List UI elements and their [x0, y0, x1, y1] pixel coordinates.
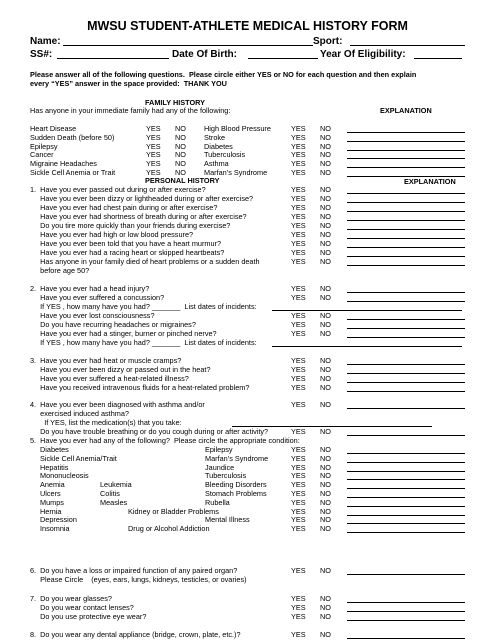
family-condition-label: Sudden Death (before 50) [30, 132, 115, 142]
explanation-line[interactable] [347, 523, 465, 524]
yes-option[interactable]: YES [291, 311, 306, 320]
yes-option[interactable]: YES [291, 124, 306, 133]
no-option[interactable]: NO [320, 603, 331, 612]
question-text: Do you wear contact lenses? [30, 603, 134, 612]
question-text: Do you use protective eye wear? [30, 612, 147, 621]
explanation-line[interactable] [347, 611, 465, 612]
explanation-line[interactable] [347, 462, 465, 463]
yes-option[interactable]: YES [291, 515, 306, 525]
year-label: Year Of Eligibility: [320, 49, 406, 60]
explanation-line[interactable] [347, 497, 465, 498]
yes-option[interactable]: YES [291, 168, 306, 177]
explanation-line[interactable] [347, 364, 465, 365]
explanation-line[interactable] [347, 532, 465, 533]
explanation-line[interactable] [347, 574, 465, 575]
condition-label: Anemia [40, 480, 65, 490]
question-text: 3. Have you ever had heat or muscle cramps? [30, 356, 182, 365]
family-explanation-label: EXPLANATION [380, 106, 432, 115]
instructions-line-2: every “YES” answer in the space provided: THANK YOU [30, 79, 227, 88]
no-option[interactable]: NO [320, 203, 331, 212]
question-text: 6. Do you have a loss or impaired function of any paired organ? [30, 566, 238, 575]
sport-field[interactable] [350, 45, 465, 46]
question-text: If YES , how many have you had? _______ List dates of incidents: [30, 338, 257, 347]
condition-label: Depression [40, 515, 77, 525]
no-option[interactable]: NO [175, 124, 186, 133]
yes-option[interactable]: YES [291, 356, 306, 365]
no-option[interactable]: NO [320, 365, 331, 374]
explanation-line[interactable] [347, 292, 465, 293]
dob-label: Date Of Birth: [172, 49, 237, 60]
explanation-line[interactable] [347, 141, 465, 142]
yes-option[interactable]: YES [291, 141, 306, 151]
no-option[interactable]: NO [320, 284, 331, 293]
yes-option[interactable]: YES [146, 150, 161, 160]
personal-history-heading: PERSONAL HISTORY [145, 176, 220, 185]
no-option[interactable]: NO [320, 489, 331, 498]
yes-option[interactable]: YES [291, 445, 306, 454]
yes-option[interactable]: YES [291, 594, 306, 603]
question-text: 2. Have you ever had a head injury? [30, 284, 150, 293]
explanation-line[interactable] [347, 435, 465, 436]
no-option[interactable]: NO [320, 311, 331, 320]
explanation-line[interactable] [347, 638, 465, 639]
explanation-line[interactable] [347, 229, 465, 230]
yes-option[interactable]: YES [291, 221, 306, 230]
no-option[interactable]: NO [320, 445, 331, 454]
year-field[interactable] [414, 58, 462, 59]
condition-label: Measles [100, 497, 128, 507]
explanation-line[interactable] [347, 515, 465, 516]
question-text: Have you received intravenous fluids for a heat-related problem? [30, 383, 250, 392]
explanation-line[interactable] [347, 479, 465, 480]
condition-label: Tuberculosis [205, 471, 247, 481]
explanation-line[interactable] [347, 238, 465, 239]
condition-label: Ulcers [40, 489, 61, 498]
question-text: If YES , how many have you had? _______ List dates of incidents: [30, 302, 257, 311]
question-text: 5. Have you ever had any of the following? Please circle the appropriate condition: [30, 436, 300, 445]
family-condition-label: Cancer [30, 150, 54, 160]
yes-option[interactable]: YES [291, 194, 306, 203]
explanation-line[interactable] [347, 193, 465, 194]
condition-label: Stomach Problems [205, 489, 267, 498]
no-option[interactable]: NO [320, 524, 331, 534]
explanation-line[interactable] [347, 373, 465, 374]
no-option[interactable]: NO [320, 374, 331, 383]
question-text: Have you ever had a racing heart or skipped heartbeats? [30, 248, 225, 257]
family-condition-label: Tuberculosis [204, 150, 246, 160]
condition-label: Jaundice [205, 462, 235, 472]
no-option[interactable]: NO [320, 194, 331, 203]
ss-label: SS#: [30, 49, 53, 60]
condition-label: Marfan’s Syndrome [205, 453, 269, 463]
yes-option[interactable]: YES [146, 141, 161, 151]
no-option[interactable]: NO [175, 150, 186, 160]
name-label: Name: [30, 36, 61, 47]
condition-label: Leukemia [100, 480, 132, 490]
no-option[interactable]: NO [320, 329, 331, 338]
no-option[interactable]: NO [320, 239, 331, 248]
condition-label: Epilepsy [205, 445, 233, 454]
condition-label: Hernia [40, 506, 62, 516]
yes-option[interactable]: YES [291, 257, 306, 266]
explanation-line[interactable] [347, 247, 465, 248]
no-option[interactable]: NO [320, 480, 331, 490]
name-field[interactable] [63, 45, 313, 46]
question-text: Have you ever been dizzy or passed out in the heat? [30, 365, 211, 374]
yes-option[interactable]: YES [291, 603, 306, 612]
incident-dates-line[interactable] [272, 346, 462, 347]
yes-option[interactable]: YES [291, 480, 306, 490]
question-text: 8. Do you wear any dental appliance (bridge, crown, plate, etc.)? [30, 630, 241, 639]
condition-label: Diabetes [40, 445, 69, 454]
explanation-line[interactable] [347, 471, 465, 472]
family-condition-label: Migraine Headaches [30, 159, 97, 169]
no-option[interactable]: NO [320, 630, 331, 639]
explanation-line[interactable] [347, 211, 465, 212]
condition-label: Mental Illness [205, 515, 250, 525]
condition-label: Insomnia [40, 524, 70, 534]
ss-field[interactable] [57, 58, 169, 59]
no-option[interactable]: NO [320, 515, 331, 525]
form-title: MWSU STUDENT-ATHLETE MEDICAL HISTORY FORM [87, 19, 408, 33]
no-option[interactable]: NO [320, 471, 331, 481]
question-text: Have you ever suffered a concussion? [30, 293, 165, 302]
explanation-line[interactable] [347, 167, 465, 168]
no-option[interactable]: NO [320, 150, 331, 160]
yes-option[interactable]: YES [291, 566, 306, 575]
no-option[interactable]: NO [320, 185, 331, 194]
question-text: exercised induced asthma? [30, 409, 129, 418]
question-text: 4. Have you ever been diagnosed with asthma and/or [30, 400, 205, 409]
explanation-line[interactable] [347, 150, 465, 151]
family-history-intro: Has anyone in your immediate family had any of the following: [30, 106, 231, 115]
question-text: Have you ever suffered a heat-related illness? [30, 374, 189, 383]
yes-option[interactable]: YES [291, 239, 306, 248]
no-option[interactable]: NO [320, 427, 331, 436]
no-option[interactable]: NO [320, 168, 331, 177]
question-text: Have you ever had shortness of breath during or after exercise? [30, 212, 247, 221]
explanation-line[interactable] [347, 620, 465, 621]
question-text: Do you have trouble breathing or do you cough during or after activity? [30, 427, 269, 436]
no-option[interactable]: NO [320, 320, 331, 329]
question-text: Have you ever had high or low blood pressure? [30, 230, 194, 239]
explanation-line[interactable] [347, 220, 465, 221]
explanation-line[interactable] [347, 488, 465, 489]
condition-label: Mumps [40, 497, 64, 507]
no-option[interactable]: NO [320, 221, 331, 230]
explanation-line[interactable] [347, 202, 465, 203]
yes-option[interactable]: YES [291, 329, 306, 338]
question-text: If YES, list the medication(s) that you take: [30, 418, 182, 427]
no-option[interactable]: NO [320, 159, 331, 169]
explanation-line[interactable] [347, 408, 465, 409]
no-option[interactable]: NO [320, 293, 331, 302]
no-option[interactable]: NO [320, 497, 331, 507]
family-condition-label: Marfan’s Syndrome [204, 168, 268, 177]
family-condition-label: Asthma [204, 159, 229, 169]
yes-option[interactable]: YES [146, 132, 161, 142]
family-condition-label: Stroke [204, 132, 226, 142]
question-text: 7. Do you wear glasses? [30, 594, 112, 603]
yes-option[interactable]: YES [291, 612, 306, 621]
family-condition-label: Heart Disease [30, 124, 77, 133]
condition-label: Hepatitis [40, 462, 69, 472]
explanation-line[interactable] [347, 319, 465, 320]
yes-option[interactable]: YES [291, 159, 306, 169]
yes-option[interactable]: YES [291, 400, 306, 409]
explanation-line[interactable] [347, 256, 465, 257]
yes-option[interactable]: YES [291, 462, 306, 472]
yes-option[interactable]: YES [291, 320, 306, 329]
yes-option[interactable]: YES [291, 506, 306, 516]
no-option[interactable]: NO [320, 383, 331, 392]
yes-option[interactable]: YES [146, 124, 161, 133]
explanation-line[interactable] [347, 132, 465, 133]
family-condition-label: High Blood Pressure [204, 124, 271, 133]
no-option[interactable]: NO [175, 159, 186, 169]
no-option[interactable]: NO [320, 462, 331, 472]
no-option[interactable]: NO [320, 212, 331, 221]
explanation-line[interactable] [347, 158, 465, 159]
instructions-line-1: Please answer all of the following questions. Please circle either YES or NO for each question and then explain [30, 70, 417, 79]
family-condition-label: Epilepsy [30, 141, 58, 151]
no-option[interactable]: NO [320, 506, 331, 516]
family-condition-label: Sickle Cell Anemia or Trait [30, 168, 116, 177]
no-option[interactable]: NO [320, 356, 331, 365]
yes-option[interactable]: YES [291, 453, 306, 463]
condition-label: Sickle Cell Anemia/Trait [40, 453, 117, 463]
condition-label: Mononucleosis [40, 471, 89, 481]
yes-option[interactable]: YES [291, 427, 306, 436]
no-option[interactable]: NO [320, 124, 331, 133]
no-option[interactable]: NO [320, 257, 331, 266]
no-option[interactable]: NO [320, 230, 331, 239]
yes-option[interactable]: YES [291, 212, 306, 221]
question-text: Do you tire more quickly than your friends during exercise? [30, 221, 231, 230]
yes-option[interactable]: YES [291, 203, 306, 212]
no-option[interactable]: NO [175, 132, 186, 142]
condition-label: Kidney or Bladder Problems [128, 506, 219, 516]
no-option[interactable]: NO [320, 400, 331, 409]
explanation-line[interactable] [347, 328, 465, 329]
yes-option[interactable]: YES [291, 497, 306, 507]
no-option[interactable]: NO [175, 168, 186, 177]
question-text: Have you ever had chest pain during or after exercise? [30, 203, 218, 212]
no-option[interactable]: NO [320, 612, 331, 621]
question-text: Do you have recurring headaches or migraines? [30, 320, 196, 329]
explanation-line[interactable] [347, 265, 465, 266]
no-option[interactable]: NO [320, 132, 331, 142]
yes-option[interactable]: YES [291, 365, 306, 374]
explanation-line[interactable] [347, 301, 465, 302]
explanation-line[interactable] [347, 506, 465, 507]
yes-option[interactable]: YES [291, 489, 306, 498]
dob-field[interactable] [248, 58, 318, 59]
condition-label: Colitis [100, 489, 120, 498]
no-option[interactable]: NO [320, 594, 331, 603]
yes-option[interactable]: YES [291, 185, 306, 194]
family-condition-label: Diabetes [204, 141, 233, 151]
sport-label: Sport: [313, 36, 343, 47]
yes-option[interactable]: YES [146, 168, 161, 177]
explanation-line[interactable] [347, 337, 465, 338]
yes-option[interactable]: YES [291, 374, 306, 383]
no-option[interactable]: NO [320, 453, 331, 463]
yes-option[interactable]: YES [291, 230, 306, 239]
yes-option[interactable]: YES [146, 159, 161, 169]
no-option[interactable]: NO [175, 141, 186, 151]
question-text: Have you ever been told that you have a heart murmur? [30, 239, 222, 248]
personal-explanation-label: EXPLANATION [404, 177, 456, 186]
yes-option[interactable]: YES [291, 630, 306, 639]
question-text: Please Circle (eyes, ears, lungs, kidneys, testicles, or ovaries) [30, 575, 247, 584]
yes-option[interactable]: YES [291, 383, 306, 392]
yes-option[interactable]: YES [291, 293, 306, 302]
question-text: Have you ever lost consciousness? [30, 311, 155, 320]
question-text: Have you ever been dizzy or lightheaded during or after exercise? [30, 194, 254, 203]
question-text: before age 50? [30, 266, 90, 275]
condition-label: Rubella [205, 497, 230, 507]
explanation-line[interactable] [347, 453, 465, 454]
explanation-line[interactable] [347, 602, 465, 603]
question-text: 1. Have you ever passed out during or after exercise? [30, 185, 206, 194]
family-history-heading: FAMILY HISTORY [145, 98, 206, 107]
yes-option[interactable]: YES [291, 248, 306, 257]
condition-label: Drug or Alcohol Addiction [128, 524, 210, 534]
yes-option[interactable]: YES [291, 150, 306, 160]
no-option[interactable]: NO [320, 141, 331, 151]
yes-option[interactable]: YES [291, 132, 306, 142]
question-text: Have you ever had a stinger, burner or pinched nerve? [30, 329, 217, 338]
yes-option[interactable]: YES [291, 284, 306, 293]
yes-option[interactable]: YES [291, 471, 306, 481]
condition-label: Bleeding Disorders [205, 480, 267, 490]
explanation-line[interactable] [347, 391, 465, 392]
no-option[interactable]: NO [320, 248, 331, 257]
yes-option[interactable]: YES [291, 524, 306, 534]
no-option[interactable]: NO [320, 566, 331, 575]
explanation-line[interactable] [347, 382, 465, 383]
question-text: Has anyone in your family died of heart problems or a sudden death [30, 257, 260, 266]
